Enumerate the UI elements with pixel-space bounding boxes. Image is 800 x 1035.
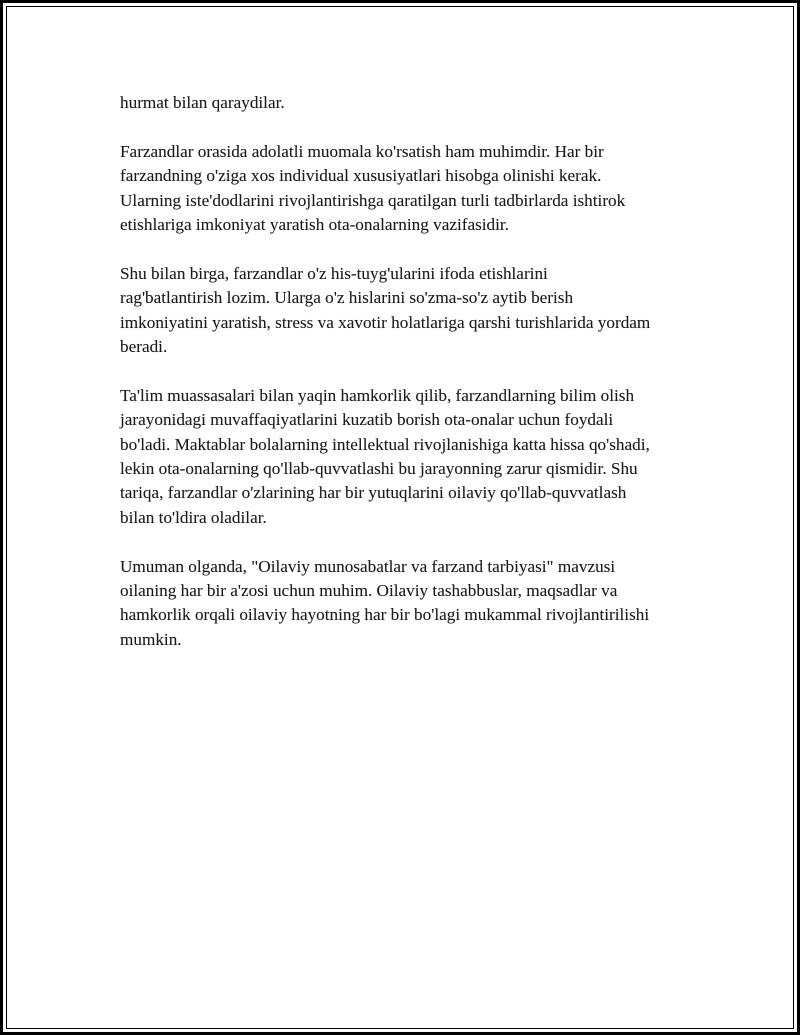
- paragraph-emotions: Shu bilan birga, farzandlar o'z his-tuyg'ularini ifoda etishlarini rag'batlantirish lozim. Ularga o'z hislarini so'zma-so'z aytib berish imkoniyatini yaratish, stress va xavotir holatlariga qarshi turishlarida yordam beradi.: [120, 263, 651, 357]
- paragraph-fair-treatment: Farzandlar orasida adolatli muomala ko'rsatish ham muhimdir. Har bir farzandning o'ziga xos individual xususiyatlari hisobga olinishi kerak. Ularning iste'dodlarini rivojlantirishga qaratilgan turli tadbirlarda ishtirok etishlariga imkoniyat yaratish ota-onalarning vazifasidir.: [120, 141, 626, 235]
- paragraph-school-cooperation: Ta'lim muassasalari bilan yaqin hamkorlik qilib, farzandlarning bilim olish jarayonidagi muvaffaqiyatlarini kuzatib borish ota-onalar uchun foydali bo'ladi. Maktablar bolalarning intellektual rivojlanishiga katta hissa qo'shadi, lekin ota-onalarning qo'llab-quvvatlashi bu jarayonning zarur qismidir. Shu tariqa, farzandlar o'zlarining har bir yutuqlarini oilaviy qo'llab-quvvatlash bilan to'ldira oladilar.: [120, 385, 650, 527]
- document-body: [120, 91, 710, 677]
- paragraph-continuation: hurmat bilan qaraydilar.: [120, 93, 285, 112]
- paragraph-conclusion: Umuman olganda, "Oilaviy munosabatlar va farzand tarbiyasi" mavzusi oilaning har bir a'zosi uchun muhim. Oilaviy tashabbuslar, maqsadlar va hamkorlik orqali oilaviy hayotning har bir bo'lagi mukammal rivojlantirilishi mumkin.: [120, 556, 650, 649]
